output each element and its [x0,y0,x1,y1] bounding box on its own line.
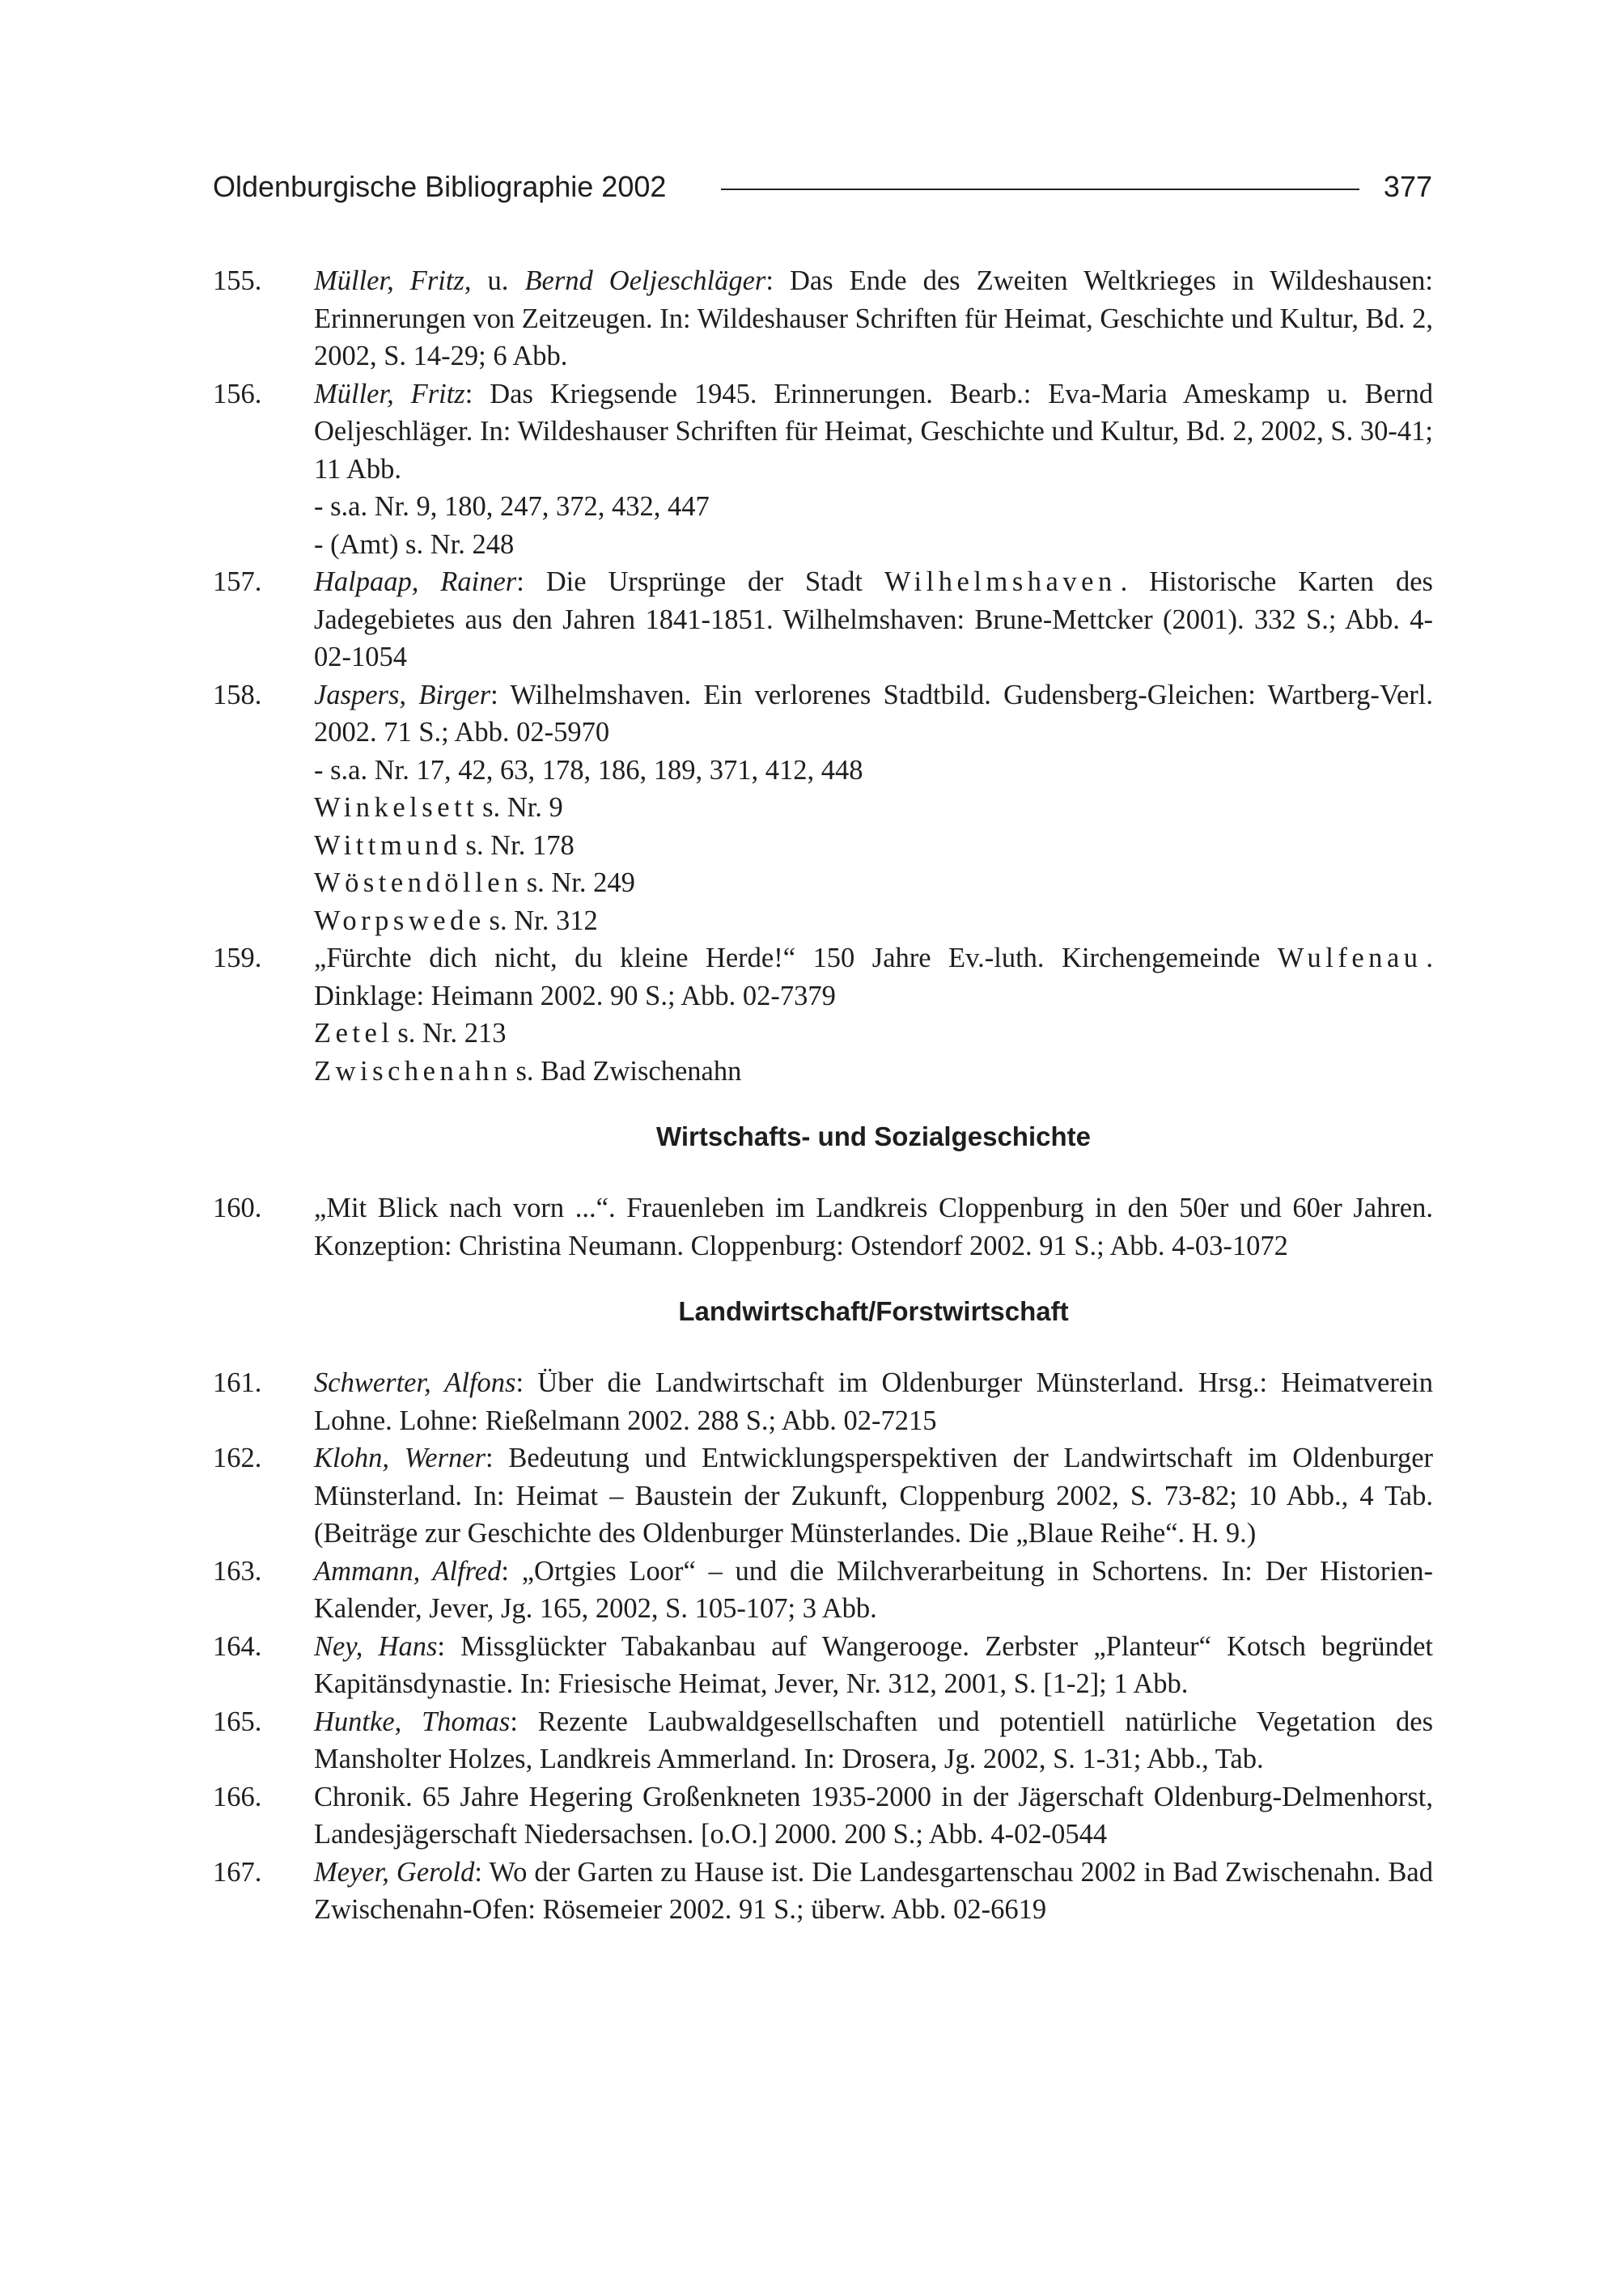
entry-text [314,1553,1433,1628]
entry-number: 161. [213,1367,262,1398]
entry-body: : Über die Landwirtschaft im Oldenburger Münsterland. Hrsg.: Heimatverein Lohne. Lohne: Rießelmann 2002. 288 S.; Abb. 02-7215 [314,1367,1433,1436]
section-heading: Landwirtschaft/Forstwirtschaft [678,1296,1069,1326]
entry-160 [213,1189,1433,1265]
entry-text [314,1628,1433,1703]
entry-number: 156. [213,378,262,409]
entry-coauthor: Bernd Oeljeschläger [524,265,766,296]
place-cross-reference [213,789,1433,827]
running-title: Oldenburgische Bibliographie 2002 [213,170,667,203]
entry-number: 165. [213,1706,262,1737]
entry-author: Klohn, Werner [314,1443,486,1473]
entry-body: . Historische Karten des Jadegebietes aus den Jahren 1841-1851. Wilhelmshaven: Brune-Mettcker (2001). 332 S.; Abb. 4-02-1054 [314,566,1433,672]
place-name-spaced: Wulfenau [1277,943,1423,973]
see-also-reference: - s.a. Nr. 9, 180, 247, 372, 432, 447 [314,491,710,522]
entry-text [314,375,1433,489]
entry-body: : Missglückter Tabakanbau auf Wangerooge. Zerbster „Planteur“ Kotsch begründet Kapitänsdynastie. In: Friesische Heimat, Jever, Nr. 312, 2001, S. [1-2]; 1 Abb. [314,1630,1434,1699]
entry-number: 155. [213,265,262,296]
place-name: Zwischenahn [314,1055,512,1087]
entry-author: Ammann, Alfred [314,1555,502,1587]
entry-body-lead: : Die Ursprünge der Stadt [516,566,884,597]
place-reference: s. Nr. 213 [397,1018,507,1049]
entry-body: : Das Kriegsende 1945. Erinnerungen. Bearb.: Eva-Maria Ameskamp u. Bernd Oeljeschläger. In: Wildeshauser Schriften für Heimat, Geschichte und Kultur, Bd. 2, 2002, S. 30-41; 11 Abb. [314,378,1433,485]
place-reference: s. Nr. 9 [482,792,563,823]
entry-number: 158. [213,679,262,710]
entry-text [314,1439,1433,1553]
entry-author: Meyer, Gerold [314,1856,475,1888]
entry-number: 162. [213,1443,262,1473]
entry-165 [213,1703,1433,1778]
entry-156 [213,375,1433,489]
entry-author: Müller, Fritz, [314,265,472,296]
entry-body: : Wilhelmshaven. Ein verlorenes Stadtbild. Gudensberg-Gleichen: Wartberg-Verl. 2002. 71 S.; Abb. 02-5970 [314,679,1433,748]
entry-body: . Dinklage: Heimann 2002. 90 S.; Abb. 02-7379 [314,943,1433,1011]
entry-text: Chronik. 65 Jahre Hegering Großenkneten 1935-2000 in der Jägerschaft Oldenburg-Delmenhorst, Landesjägerschaft Niedersachsen. [o.O.] 2000. 200 S.; Abb. 4-02-0544 [314,1781,1433,1850]
place-reference: s. Nr. 249 [526,867,635,898]
place-name: Worpswede [314,905,486,936]
bibliography-content [213,262,1433,1929]
entry-number: 157. [213,566,262,597]
entry-text [314,676,1433,752]
entry-text: „Mit Blick nach vorn ...“. Frauenleben im Landkreis Cloppenburg in den 50er und 60er Jahren. Konzeption: Christina Neumann. Cloppenburg: Ostendorf 2002. 91 S.; Abb. 4-03-1072 [314,1193,1433,1261]
place-name: Wöstendöllen [314,867,523,898]
header-rule [721,189,1359,190]
entry-author: Ney, Hans [314,1630,438,1662]
place-reference: s. Bad Zwischenahn [515,1055,742,1087]
entry-body: : Bedeutung und Entwicklungsperspektiven der Landwirtschaft im Oldenburger Münsterland. In: Heimat – Baustein der Zukunft, Cloppenburg 2002, S. 73-82; 10 Abb., 4 Tab. (Beiträge zur Geschichte des Oldenburger Münsterlandes. Die „Blaue Reihe“. H. 9.) [314,1443,1433,1549]
place-name: Wittmund [314,829,462,861]
entry-text [314,939,1433,1015]
place-reference: s. Nr. 312 [489,905,598,936]
entry-text [314,1364,1433,1439]
entry-155 [213,262,1433,375]
entry-text [314,1854,1433,1929]
entry-body: : Wo der Garten zu Hause ist. Die Landesgartenschau 2002 in Bad Zwischenahn. Bad Zwischenahn-Ofen: Rösemeier 2002. 91 S.; überw. Abb. 02-6619 [314,1856,1433,1925]
section-heading: Wirtschafts- und Sozialgeschichte [656,1121,1091,1151]
entry-164 [213,1628,1433,1703]
page-header [213,167,1432,206]
entry-158 [213,676,1433,752]
entry-number: 164. [213,1630,262,1662]
entry-number: 163. [213,1555,262,1587]
entry-159 [213,939,1433,1015]
entry-body: : „Ortgies Loor“ – und die Milchverarbeitung in Schortens. In: Der Historien-Kalender, Jever, Jg. 165, 2002, S. 105-107; 3 Abb. [314,1555,1434,1624]
entry-162 [213,1439,1433,1553]
entry-conjunction: u. [471,265,525,296]
entry-author: Jaspers, Birger [314,679,491,710]
entry-body: : Das Ende des Zweiten Weltkrieges in Wildeshausen: Erinnerungen von Zeitzeugen. In: Wildeshauser Schriften für Heimat, Geschichte und Kultur, Bd. 2, 2002, S. 14-29; 6 Abb. [314,265,1434,371]
entry-161 [213,1364,1433,1439]
place-name: Winkelsett [314,792,479,823]
entry-number: 159. [213,943,262,973]
entry-body: : Rezente Laubwaldgesellschaften und potentiell natürliche Vegetation des Mansholter Holzes, Landkreis Ammerland. In: Drosera, Jg. 2002, S. 1-31; Abb., Tab. [314,1706,1434,1774]
place-cross-reference [213,902,1433,940]
entry-author: Halpaap, Rainer [314,566,517,597]
place-cross-reference [213,1015,1433,1053]
place-name-spaced: Wilhelmshaven [884,566,1117,597]
amt-reference: - (Amt) s. Nr. 248 [314,528,515,560]
place-cross-reference [213,827,1433,865]
entry-author: Huntke, Thomas [314,1706,511,1737]
entry-author: Schwerter, Alfons [314,1367,516,1398]
entry-163 [213,1553,1433,1628]
page-number: 377 [1383,170,1432,203]
entry-number: 166. [213,1781,262,1812]
entry-number: 160. [213,1193,262,1223]
entry-166 [213,1778,1433,1854]
place-cross-reference [213,1053,1433,1091]
place-name: Zetel [314,1018,394,1049]
see-also-reference: - s.a. Nr. 17, 42, 63, 178, 186, 189, 371, 412, 448 [314,754,863,786]
entry-author: Müller, Fritz [314,378,465,409]
place-cross-reference [213,864,1433,902]
entry-text [314,262,1433,375]
place-reference: s. Nr. 178 [465,829,575,861]
entry-body-lead: „Fürchte dich nicht, du kleine Herde!“ 150 Jahre Ev.-luth. Kirchengemeinde [314,943,1278,973]
entry-157 [213,563,1433,676]
entry-text [314,563,1433,676]
entry-167 [213,1854,1433,1929]
entry-text [314,1703,1433,1778]
entry-number: 167. [213,1856,262,1888]
